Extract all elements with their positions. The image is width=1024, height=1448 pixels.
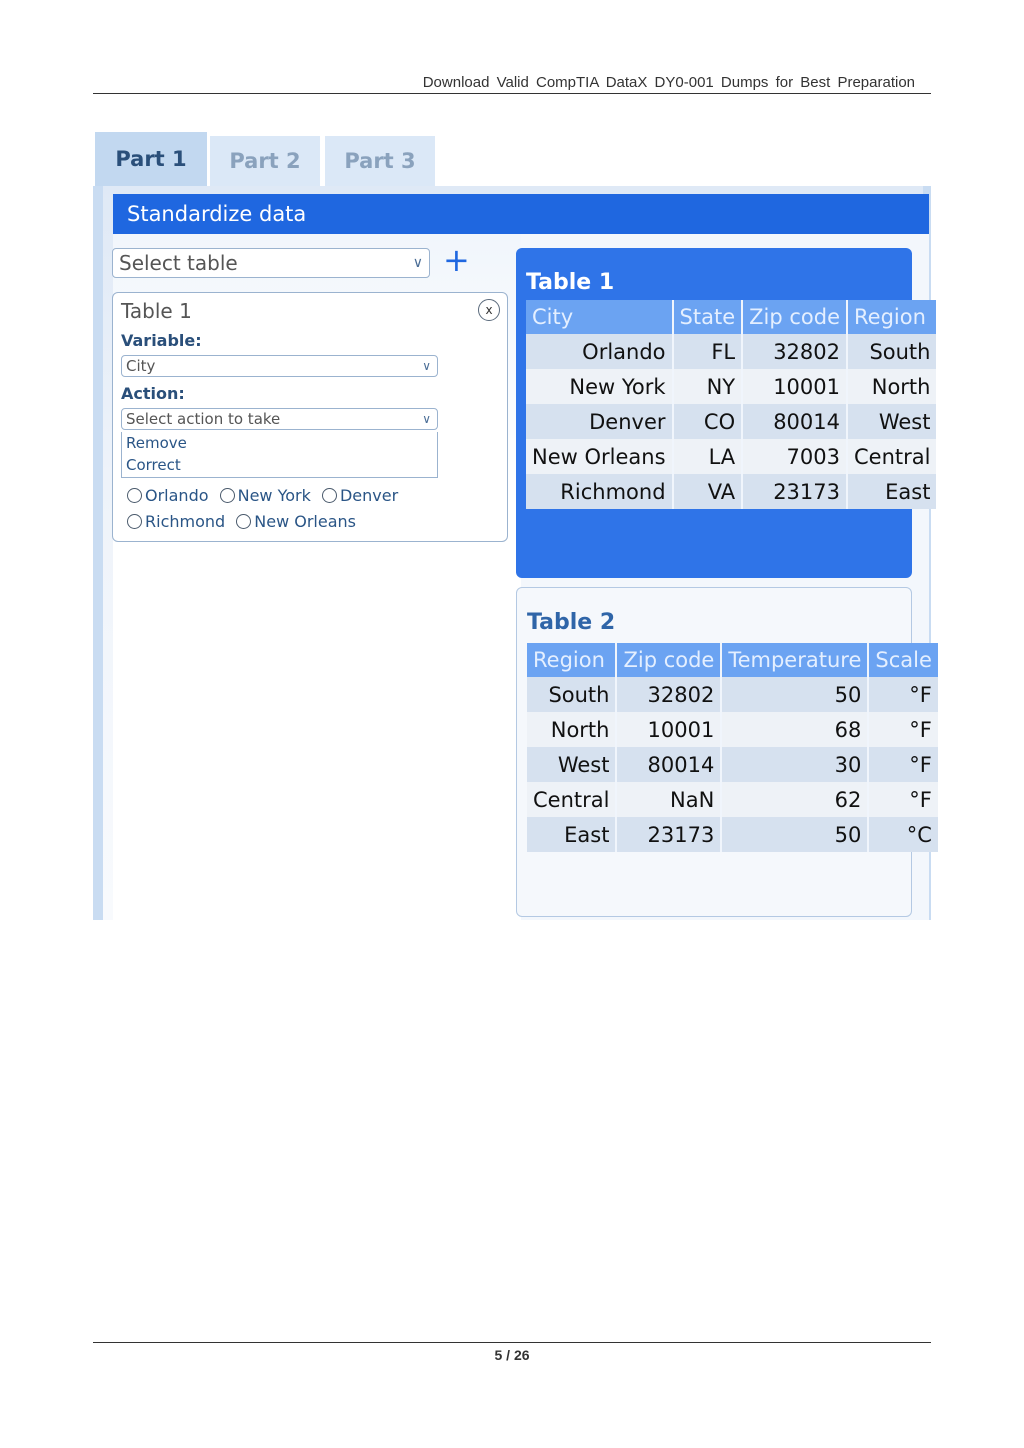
table-cell: South [847, 334, 936, 369]
chevron-down-icon: ∨ [422, 359, 431, 373]
radio-circle-icon [236, 514, 251, 529]
table-row [527, 782, 938, 817]
table-cell: 50 [721, 677, 868, 712]
chevron-down-icon: ∨ [412, 255, 423, 271]
table-cell: °F [868, 747, 938, 782]
table-config-card [112, 292, 508, 542]
plus-icon[interactable]: + [443, 241, 470, 279]
table-cell: °F [868, 677, 938, 712]
table-row [527, 677, 938, 712]
column-header: Temperature [721, 643, 868, 677]
table-1 [526, 300, 936, 509]
table-cell: North [527, 712, 616, 747]
table-cell: 68 [721, 712, 868, 747]
tab-part-3[interactable]: Part 3 [325, 136, 435, 186]
column-header: Scale [868, 643, 938, 677]
table-cell: West [527, 747, 616, 782]
table-cell: Denver [526, 404, 673, 439]
table-1-title: Table 1 [526, 270, 615, 295]
action-option-remove[interactable]: Remove [126, 434, 187, 452]
radio-label: New York [237, 486, 311, 505]
page-number: 5 / 26 [494, 1347, 530, 1363]
table-header-row [527, 643, 938, 677]
column-header: Zip code [742, 300, 847, 334]
panel-title: Standardize data [113, 194, 929, 234]
radio-new-york[interactable] [220, 486, 311, 505]
table-row [526, 334, 936, 369]
table-cell: 23173 [742, 474, 847, 509]
table-cell: 23173 [616, 817, 721, 852]
column-header: Region [527, 643, 616, 677]
radio-circle-icon [220, 488, 235, 503]
table-cell: West [847, 404, 936, 439]
table-row [527, 712, 938, 747]
radio-circle-icon [322, 488, 337, 503]
page-footer [93, 1342, 931, 1364]
table-cell: °F [868, 712, 938, 747]
variable-label: Variable: [121, 331, 202, 350]
table-cell: 32802 [616, 677, 721, 712]
radio-label: New Orleans [254, 512, 356, 531]
table-2-title: Table 2 [527, 610, 616, 635]
table-cell: 50 [721, 817, 868, 852]
table-cell: VA [673, 474, 743, 509]
tab-part-2[interactable]: Part 2 [210, 136, 320, 186]
table-cell: 62 [721, 782, 868, 817]
table-cell: 30 [721, 747, 868, 782]
table-cell: NaN [616, 782, 721, 817]
table-cell: 80014 [616, 747, 721, 782]
table-cell: Central [847, 439, 936, 474]
table-cell: 80014 [742, 404, 847, 439]
table-cell: East [847, 474, 936, 509]
action-options-list [121, 432, 438, 478]
variable-dropdown[interactable] [121, 355, 438, 377]
exam-screenshot [93, 132, 931, 920]
radio-denver[interactable] [322, 486, 398, 505]
select-table-value: Select table [119, 251, 238, 275]
table-row [526, 474, 936, 509]
table-2-panel [516, 587, 932, 917]
table-cell: 10001 [742, 369, 847, 404]
radio-richmond[interactable] [127, 512, 225, 531]
table-cell: °C [868, 817, 938, 852]
table-cell: 7003 [742, 439, 847, 474]
table-cell: FL [673, 334, 743, 369]
action-option-correct[interactable]: Correct [126, 456, 181, 474]
table-header-row [526, 300, 936, 334]
variable-value: City [126, 357, 156, 375]
close-icon[interactable]: x [478, 299, 500, 321]
table-cell: Central [527, 782, 616, 817]
table-row [527, 747, 938, 782]
radio-label: Orlando [145, 486, 209, 505]
radio-new-orleans[interactable] [236, 512, 356, 531]
radio-circle-icon [127, 514, 142, 529]
table-row [526, 369, 936, 404]
action-dropdown[interactable] [121, 408, 438, 430]
table-cell: New York [526, 369, 673, 404]
table-cell: 32802 [742, 334, 847, 369]
column-header: State [673, 300, 743, 334]
action-label: Action: [121, 384, 185, 403]
radio-group-row-1 [127, 486, 507, 507]
radio-label: Denver [339, 486, 399, 505]
radio-label: Richmond [145, 512, 226, 531]
table-cell: Orlando [526, 334, 673, 369]
radio-orlando[interactable] [127, 486, 209, 505]
table-2 [527, 643, 938, 852]
table-cell: 10001 [616, 712, 721, 747]
table-cell: NY [673, 369, 743, 404]
table-cell: °F [868, 782, 938, 817]
chevron-down-icon: ∨ [422, 412, 431, 426]
tab-part-1[interactable]: Part 1 [95, 132, 207, 186]
table-cell: New Orleans [526, 439, 673, 474]
table-row [527, 817, 938, 852]
radio-circle-icon [127, 488, 142, 503]
page-header [93, 72, 931, 94]
action-value: Select action to take [126, 410, 281, 428]
column-header: Zip code [616, 643, 721, 677]
column-header: Region [847, 300, 936, 334]
select-table-dropdown[interactable] [112, 248, 430, 278]
table-cell: North [847, 369, 936, 404]
table-cell: CO [673, 404, 743, 439]
card-title: Table 1 [121, 299, 192, 323]
table-cell: East [527, 817, 616, 852]
table-row [526, 404, 936, 439]
table-cell: South [527, 677, 616, 712]
table-1-panel [516, 248, 931, 578]
table-row [526, 439, 936, 474]
radio-group-row-2 [127, 512, 507, 533]
column-header: City [526, 300, 673, 334]
table-cell: Richmond [526, 474, 673, 509]
table-cell: LA [673, 439, 743, 474]
page-header-text: Download Valid CompTIA DataX DY0-001 Dumps for Best Preparation [422, 74, 915, 91]
